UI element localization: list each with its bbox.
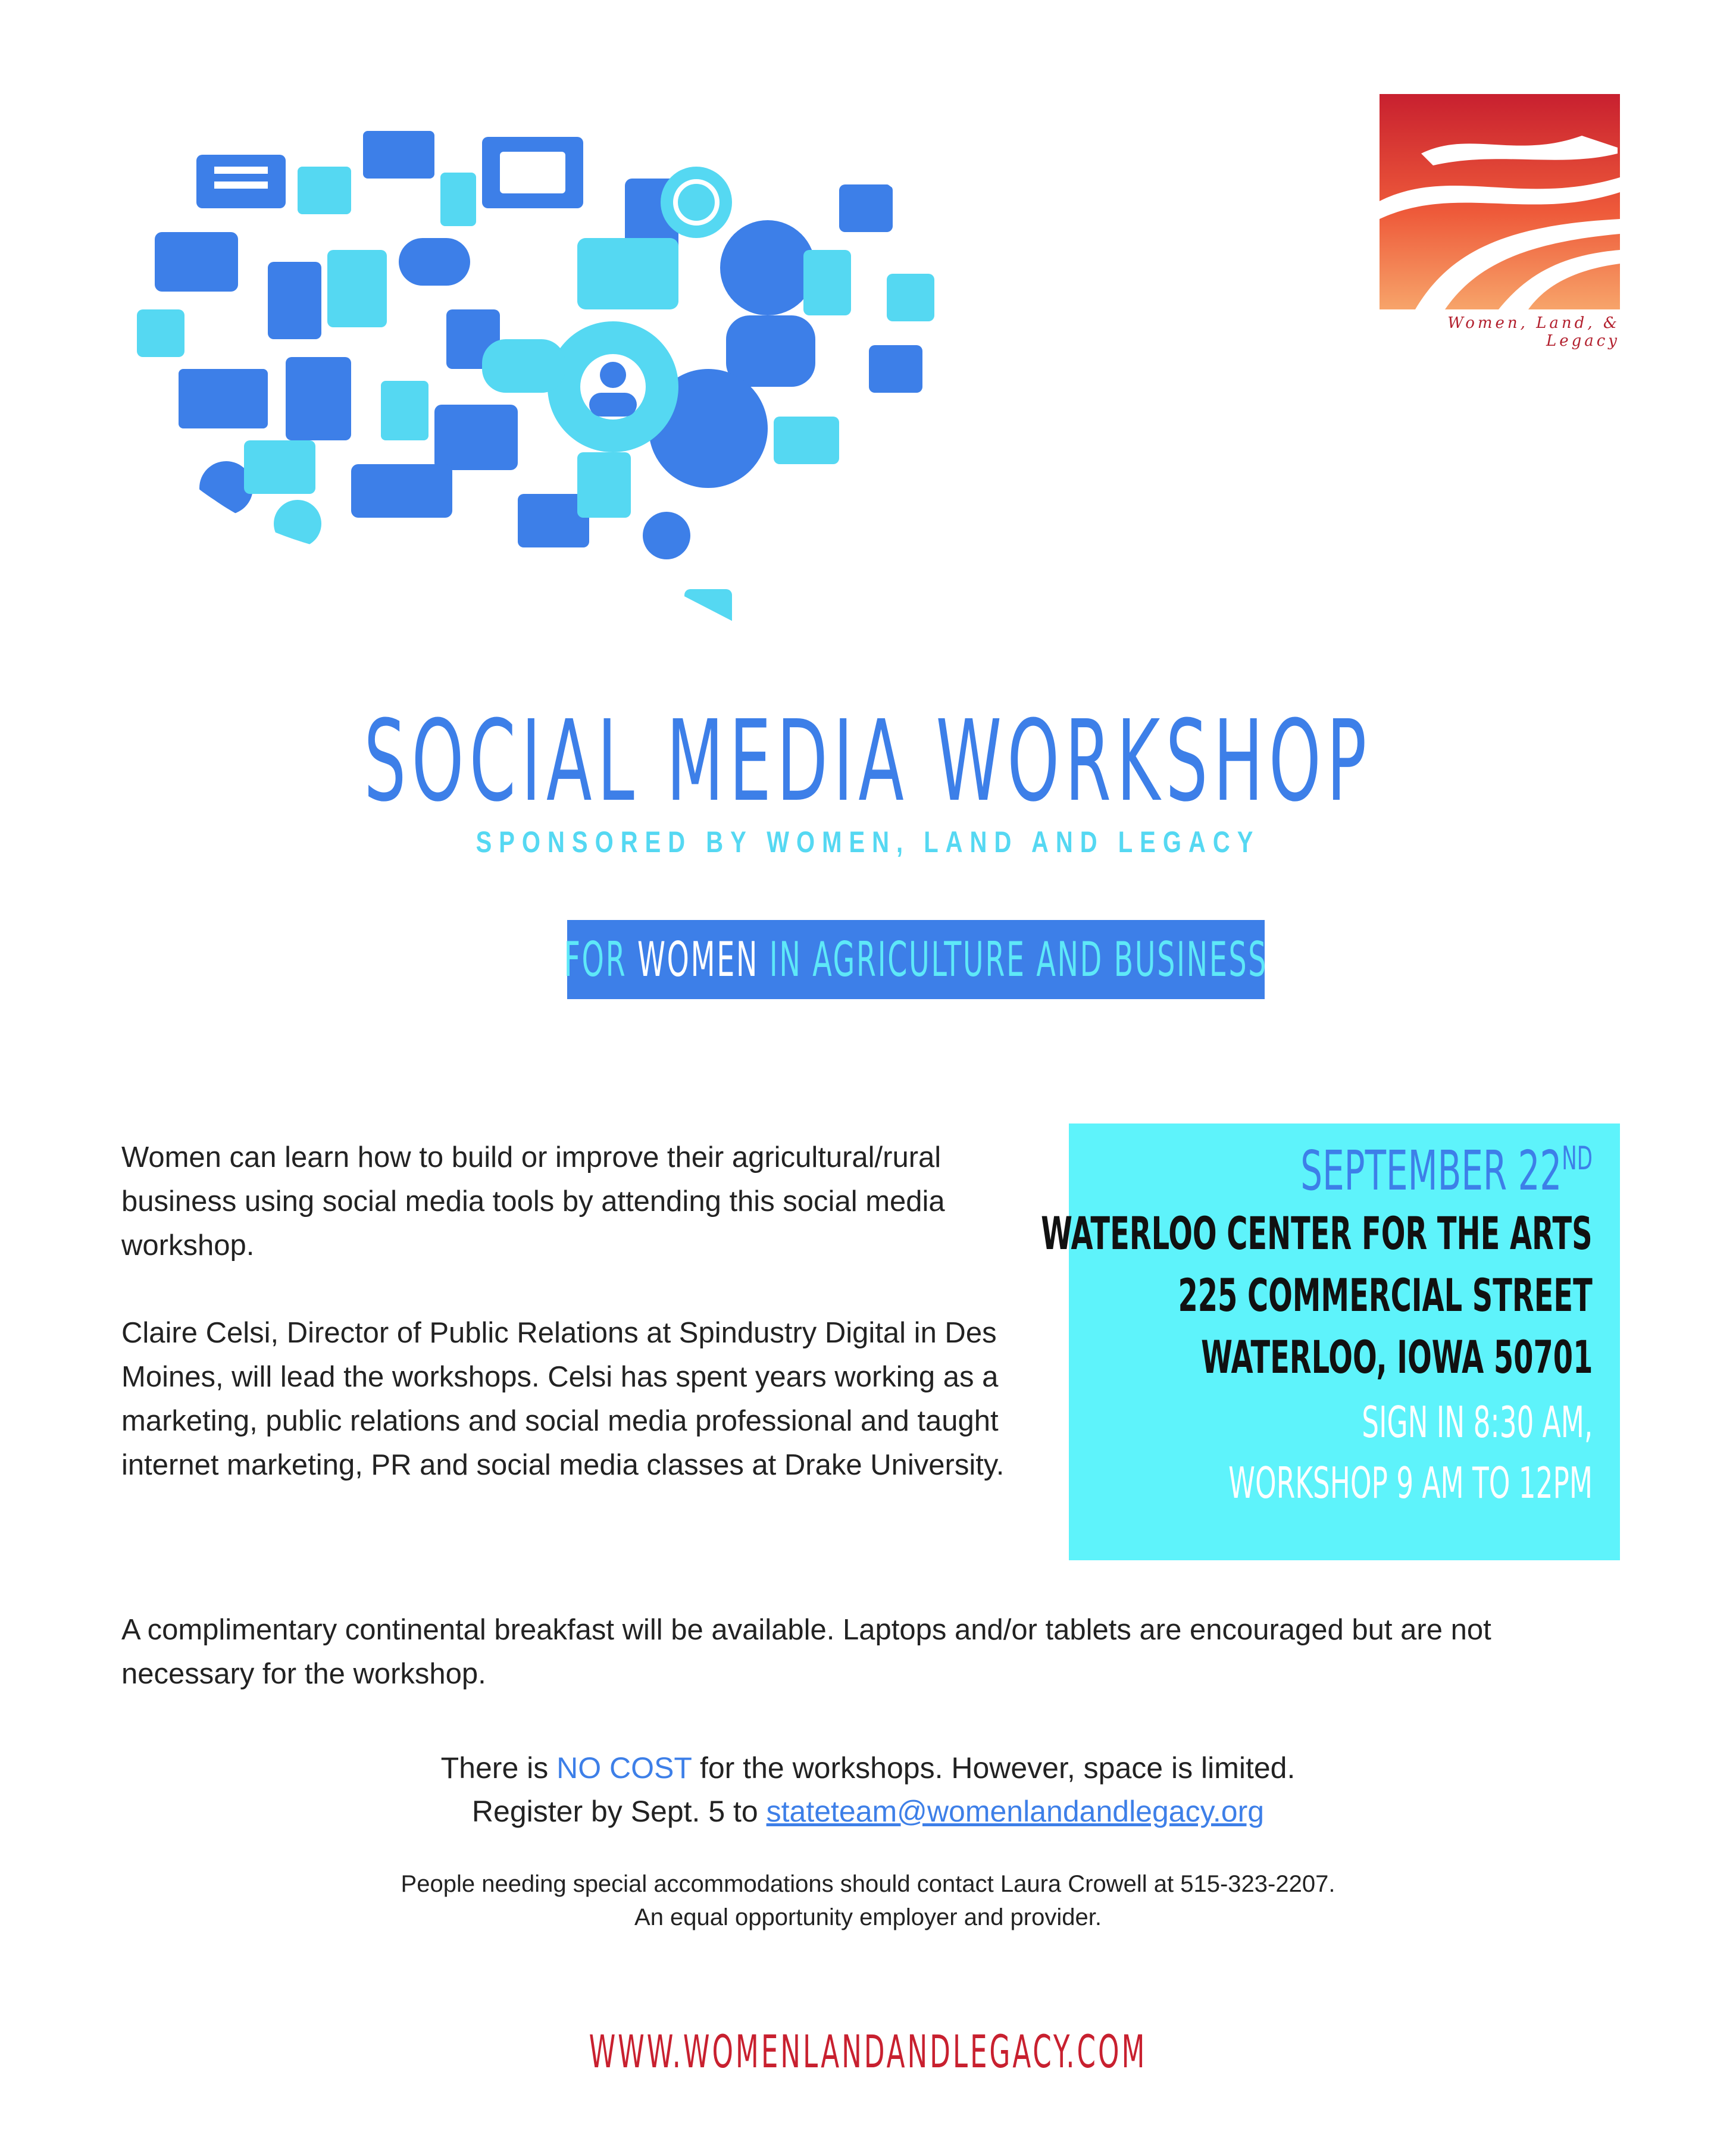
audience-banner	[564, 920, 1268, 999]
breakfast-paragraph: A complimentary continental breakfast will be available. Laptops and/or tablets are encouraged but are not necessary for the workshop.	[121, 1614, 1491, 1690]
event-workshop-time: WORKSHOP 9 AM TO 12PM	[1228, 1458, 1593, 1508]
event-signin-time: SIGN IN 8:30 AM,	[1361, 1397, 1593, 1447]
no-cost-highlight: NO COST	[556, 1751, 692, 1785]
presenter-paragraph: Claire Celsi, Director of Public Relations at Spindustry Digital in Des Moines, will lead the workshops. Celsi has spent years working as a marketing, public relations and social media professional and taught internet marketing, PR and social media classes at Drake University.	[121, 1317, 1005, 1481]
cost-line-post: for the workshops. However, space is limited.	[692, 1751, 1296, 1785]
website-link[interactable]: WWW.WOMENLANDANDLEGACY.COM	[589, 2025, 1147, 2078]
register-line-pre: Register by Sept. 5 to	[471, 1795, 767, 1828]
event-info-box	[1041, 1123, 1620, 1560]
registration-email-link[interactable]: stateteam@womenlandandlegacy.org	[766, 1795, 1265, 1828]
event-city: WATERLOO, IOWA 50701	[1200, 1331, 1593, 1384]
speech-bubble-illustration	[101, 83, 982, 666]
event-street: 225 COMMERCIAL STREET	[1178, 1269, 1593, 1322]
cost-line	[0, 1751, 1736, 1785]
banner-emphasis: WOMEN	[637, 932, 759, 987]
sponsor-subtitle: SPONSORED BY WOMEN, LAND AND LEGACY	[476, 825, 1260, 859]
event-venue: WATERLOO CENTER FOR THE ARTS	[1041, 1207, 1593, 1260]
accommodations-note: People needing special accommodations should contact Laura Crowell at 515-323-2207.	[401, 1871, 1335, 1897]
event-date-text: SEPTEMBER 22	[1300, 1139, 1562, 1203]
logo-caption: Women, Land, & Legacy	[1447, 314, 1620, 350]
banner-part1: FOR	[564, 932, 638, 987]
audience-banner-text	[564, 932, 1268, 987]
women-land-legacy-logo	[1380, 94, 1620, 309]
cost-line-pre: There is	[440, 1751, 557, 1785]
event-date-suffix: ND	[1562, 1140, 1593, 1177]
equal-opportunity-note: An equal opportunity employer and provider.	[634, 1904, 1102, 1930]
page-title: SOCIAL MEDIA WORKSHOP	[364, 696, 1372, 827]
banner-part2: IN AGRICULTURE AND BUSINESS	[759, 932, 1268, 987]
event-date	[1300, 1139, 1593, 1203]
register-line	[0, 1794, 1736, 1829]
intro-paragraph: Women can learn how to build or improve their agricultural/rural business using social media tools by attending this social media workshop.	[121, 1141, 945, 1262]
